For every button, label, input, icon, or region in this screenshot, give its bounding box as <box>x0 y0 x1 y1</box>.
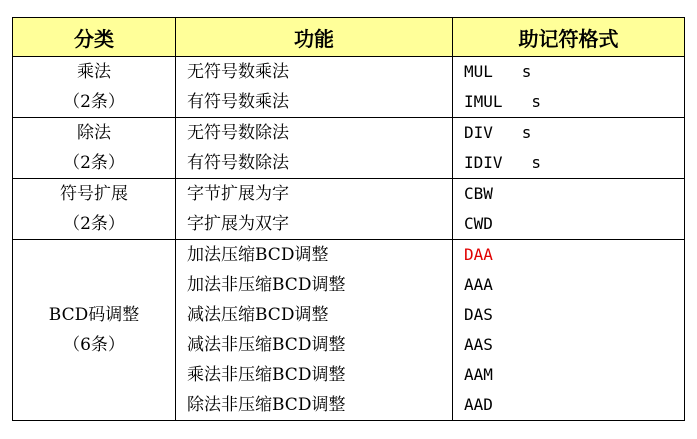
function-text: 无符号数乘法 <box>187 62 289 82</box>
function-cell <box>176 240 453 421</box>
function-cell <box>176 179 453 240</box>
mnemonic-text: IMUL s <box>464 92 542 111</box>
category-cell <box>13 118 176 179</box>
mnemonic-text: AAA <box>464 275 493 294</box>
table-row <box>13 118 685 179</box>
header-category: 分类 <box>13 18 176 57</box>
table-row <box>13 179 685 240</box>
function-text: 字扩展为双字 <box>187 214 289 234</box>
function-cell <box>176 118 453 179</box>
category-name: 除法 <box>77 123 111 143</box>
mnemonic-text: DIV s <box>464 123 532 142</box>
category-count: （6条） <box>63 335 125 355</box>
mnemonic-cell <box>453 118 685 179</box>
category-name: BCD码调整 <box>48 305 140 325</box>
category-name: 符号扩展 <box>60 184 128 204</box>
function-text: 有符号数除法 <box>187 153 289 173</box>
mnemonic-text: MUL s <box>464 62 532 81</box>
function-text: 加法非压缩BCD调整 <box>187 275 346 295</box>
category-cell <box>13 240 176 421</box>
mnemonic-cell <box>453 240 685 421</box>
category-name: 乘法 <box>77 62 111 82</box>
mnemonic-text: IDIV s <box>464 153 542 172</box>
category-count: （2条） <box>63 92 125 112</box>
category-cell <box>13 57 176 118</box>
function-text: 字节扩展为字 <box>187 184 289 204</box>
mnemonic-text: AAS <box>464 335 493 354</box>
function-cell <box>176 57 453 118</box>
function-text: 除法非压缩BCD调整 <box>187 395 346 415</box>
header-mnemonic: 助记符格式 <box>453 18 685 57</box>
mnemonic-text: AAD <box>464 395 493 414</box>
function-text: 无符号数除法 <box>187 123 289 143</box>
header-function: 功能 <box>176 18 453 57</box>
instruction-table <box>12 17 685 421</box>
function-text: 减法非压缩BCD调整 <box>187 335 346 355</box>
function-text: 乘法非压缩BCD调整 <box>187 365 346 385</box>
mnemonic-text: DAS <box>464 305 493 324</box>
table-row <box>13 57 685 118</box>
table-row <box>13 240 685 421</box>
header-row <box>13 18 685 57</box>
function-text: 有符号数乘法 <box>187 92 289 112</box>
mnemonic-cell <box>453 57 685 118</box>
function-text: 减法压缩BCD调整 <box>187 305 329 325</box>
mnemonic-text: AAM <box>464 365 493 384</box>
mnemonic-cell <box>453 179 685 240</box>
category-cell <box>13 179 176 240</box>
mnemonic-text: CBW <box>464 184 493 203</box>
function-text: 加法压缩BCD调整 <box>187 245 329 265</box>
category-count: （2条） <box>63 153 125 173</box>
category-count: （2条） <box>63 214 125 234</box>
mnemonic-text-highlighted: DAA <box>464 245 493 264</box>
mnemonic-text: CWD <box>464 214 493 233</box>
